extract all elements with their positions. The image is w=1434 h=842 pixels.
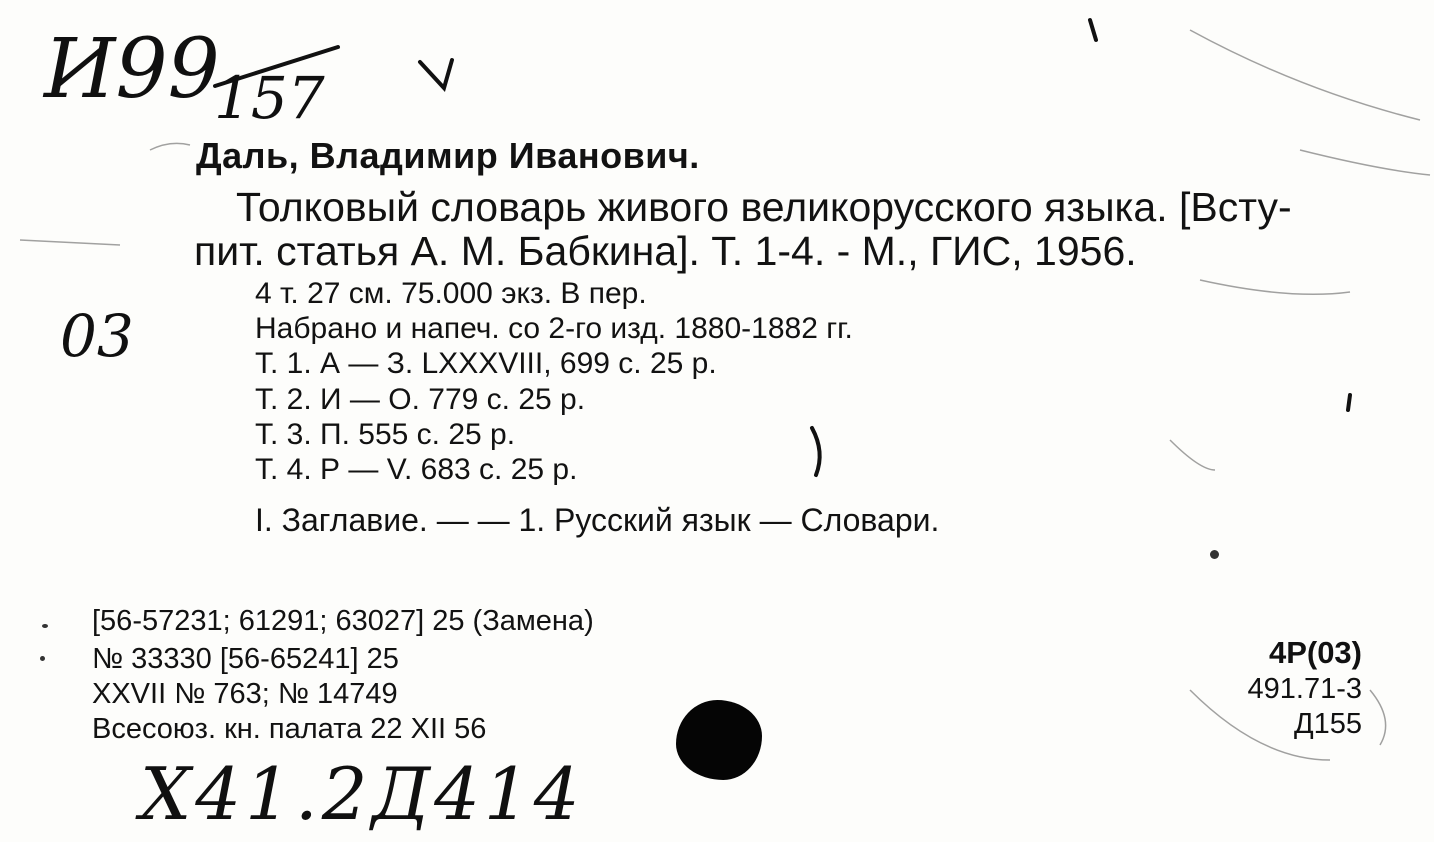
ink-speck xyxy=(42,624,48,628)
handwritten-call-subnumber: 157 xyxy=(214,64,325,132)
ink-speck xyxy=(40,656,45,661)
ink-speck xyxy=(1210,550,1219,559)
volume-4-line: Т. 4. Р — V. 683 с. 25 р. xyxy=(255,453,578,486)
handwritten-call-number: И99 xyxy=(44,22,220,117)
volume-3-line: Т. 3. П. 555 с. 25 р. xyxy=(255,418,516,451)
classification-udc: 491.71-3 xyxy=(1247,673,1362,705)
edition-note: Набрано и напеч. со 2-го изд. 1880-1882 гг. xyxy=(255,312,853,345)
volume-1-line: Т. 1. А — З. LXXXVIII, 699 с. 25 р. xyxy=(255,347,717,380)
registry-line-2: № 33330 [56-65241] 25 xyxy=(92,643,399,675)
classification-cutter: Д155 xyxy=(1293,708,1362,740)
ink-blot xyxy=(676,700,762,780)
volume-2-line: Т. 2. И — О. 779 с. 25 р. xyxy=(255,383,586,416)
classification-code: 4Р(03) xyxy=(1268,635,1362,670)
author-heading: Даль, Владимир Иванович. xyxy=(196,135,700,176)
title-line-1: Толковый словарь живого великорусского языка. [Всту- xyxy=(236,184,1292,230)
registry-line-3: XXVII № 763; № 14749 xyxy=(92,678,398,710)
handwritten-margin-note: 03 xyxy=(60,302,134,370)
physical-description: 4 т. 27 см. 75.000 экз. В пер. xyxy=(255,277,647,310)
subject-headings: I. Заглавие. — — 1. Русский язык — Словари. xyxy=(255,502,940,538)
registry-line-4: Всесоюз. кн. палата 22 XII 56 xyxy=(92,713,487,745)
handwritten-inventory-number: X41.2Д414 xyxy=(140,752,584,836)
registry-line-1: [56-57231; 61291; 63027] 25 (Замена) xyxy=(92,605,594,637)
title-line-2: пит. статья А. М. Бабкина]. Т. 1-4. - М., ГИС, 1956. xyxy=(194,228,1137,274)
